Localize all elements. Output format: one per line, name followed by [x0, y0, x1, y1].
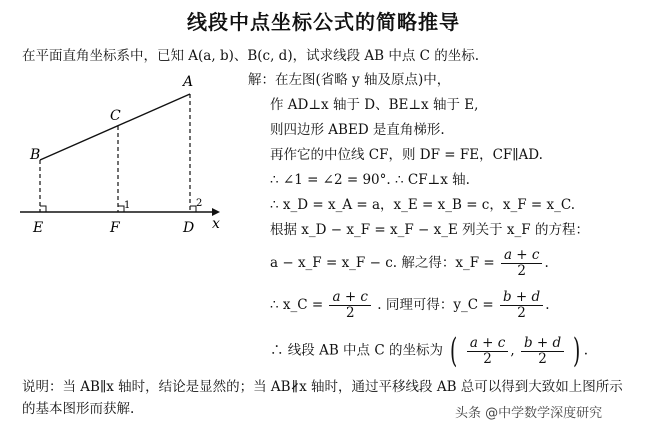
fraction-xf-denominator: 2	[517, 263, 527, 279]
x-axis-arrow	[212, 208, 220, 216]
label-f: F	[110, 220, 120, 236]
segment-ab	[40, 94, 190, 160]
fraction-midpoint-y-numerator: b + d	[521, 336, 564, 352]
equation-9-text: ∴ x_C =	[270, 297, 324, 313]
fraction-xf	[501, 248, 543, 279]
fraction-midpoint-y-denominator: 2	[538, 350, 547, 367]
solution-line-6: ∴ x_D = x_A = a，x_E = x_B = c，x_F = x_C.	[270, 197, 575, 213]
right-angle-e	[40, 206, 46, 212]
label-c: C	[110, 108, 121, 124]
angle-label-1: 1	[124, 200, 131, 211]
fraction-midpoint-x-numerator: a + c	[467, 336, 509, 352]
fraction-xc	[329, 290, 371, 321]
explanation-note: 说明：当 AB∥x 轴时，结论是显然的；当 AB∦x 轴时，通过平移线段 AB 总可以得到大致如上图所示的基本图形而获解.	[22, 379, 623, 417]
fraction-midpoint-y	[521, 336, 564, 367]
fraction-yc-numerator: b + d	[500, 290, 543, 306]
label-d: D	[183, 220, 195, 236]
angle-label-2: 2	[196, 198, 203, 209]
watermark: 头条 @中学数学深度研究	[455, 406, 603, 421]
conclusion-text: ∴ 线段 AB 中点 C 的坐标为	[270, 342, 443, 359]
label-a: A	[183, 74, 194, 90]
solution-line-7: 根据 x_D − x_F = x_F − x_E 列关于 x_F 的方程：	[270, 222, 589, 238]
fraction-yc	[500, 290, 543, 321]
problem-statement: 在平面直角坐标系中，已知 A(a, b)、B(c, d)，试求线段 AB 中点 C 的坐标.	[22, 48, 480, 64]
fraction-yc-denominator: 2	[517, 305, 526, 321]
equation-8-text: a − x_F = x_F − c. 解之得：x_F =	[270, 255, 495, 271]
fraction-xc-denominator: 2	[345, 305, 355, 321]
label-b: B	[30, 147, 41, 163]
fraction-xc-numerator: a + c	[329, 290, 371, 306]
equation-9-mid: . 同理可得：y_C =	[377, 297, 494, 313]
left-paren: (	[450, 331, 458, 371]
page-title: 线段中点坐标公式的简略推导	[187, 10, 460, 34]
solution-line-10: ∴ 线段 AB 中点 C 的坐标为 ( $\frac{a + c}{2}$ , $\frac{b + d}{2}$ ) .	[270, 331, 588, 371]
fraction-midpoint-x-denominator: 2	[483, 350, 492, 367]
solution-line-5: ∴ ∠1 = ∠2 = 90°. ∴ CF⊥x 轴.	[270, 172, 470, 188]
solution-line-1: 解：在左图(省略 y 轴及原点)中，	[248, 72, 451, 88]
label-e: E	[33, 220, 44, 236]
fraction-midpoint-x	[467, 336, 509, 367]
solution-line-8: a − x_F = x_F − c. 解之得：x_F = $\frac{a + c}{2}$ .	[270, 247, 549, 279]
geometry-figure	[0, 60, 240, 250]
fraction-xf-numerator: a + c	[501, 248, 543, 264]
label-x: x	[212, 216, 220, 232]
solution-line-9: ∴ x_C = $\frac{a + c}{2}$ . 同理可得：y_C = $\frac{b + d}{2}$ .	[270, 289, 550, 321]
solution-line-3: 则四边形 ABED 是直角梯形.	[270, 122, 445, 138]
right-paren: )	[573, 331, 581, 371]
solution-line-2: 作 AD⊥x 轴于 D、BE⊥x 轴于 E,	[270, 97, 479, 113]
solution-line-4: 再作它的中位线 CF，则 DF = FE，CF∥AD.	[270, 147, 543, 163]
